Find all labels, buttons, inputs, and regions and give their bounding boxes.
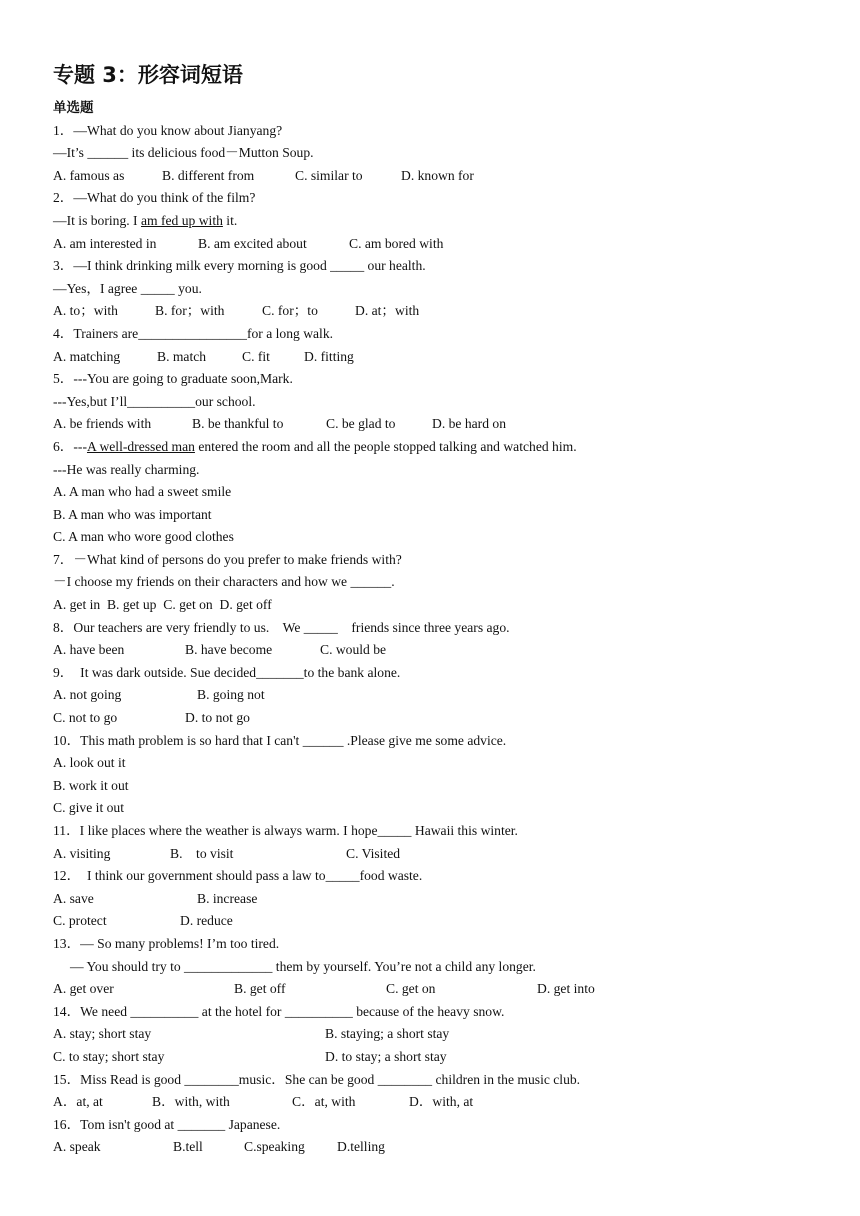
option-d: D. to stay; a short stay xyxy=(325,1048,447,1064)
option-b: B. get off xyxy=(234,981,286,997)
option-b: B. staying; a short stay xyxy=(325,1026,450,1042)
option-c: C. Visited xyxy=(346,845,401,861)
question-12-options-row2 xyxy=(53,910,833,933)
option-d: D. fitting xyxy=(304,348,354,364)
option-c: C.speaking xyxy=(244,1139,305,1155)
option-d: D. get into xyxy=(537,981,595,997)
question-13-stem: 13．— So many problems! I’m too tired. xyxy=(53,935,280,951)
question-2-options xyxy=(53,233,833,256)
question-9-stem: 9． It was dark outside. Sue decided_______to the bank alone. xyxy=(53,664,401,680)
section-heading: 单选题 xyxy=(53,100,94,116)
option-d: D. known for xyxy=(401,167,474,183)
option-a: A. famous as xyxy=(53,167,125,183)
question-3-line2: —Yes，I agree _____ you. xyxy=(53,280,202,296)
question-13-line2: — You should try to _____________ them by yourself. You’re not a child any longer. xyxy=(53,958,536,974)
option-a: A. matching xyxy=(53,348,121,364)
option-c: C. fit xyxy=(242,348,270,364)
question-11-stem: 11．I like places where the weather is always warm. I hope_____ Hawaii this winter. xyxy=(53,823,518,838)
question-10-option-b: B. work it out xyxy=(53,777,129,793)
question-8-stem: 8．Our teachers are very friendly to us. We _____ friends since three years ago. xyxy=(53,619,510,635)
option-a: A. speak xyxy=(53,1139,101,1155)
question-4-stem: 4．Trainers are________________for a long walk. xyxy=(53,325,334,341)
question-6-stem xyxy=(53,436,833,459)
option-b: B. be thankful to xyxy=(192,416,284,432)
underlined-phrase: am fed up with xyxy=(140,212,223,228)
option-a: A. get over xyxy=(53,981,114,997)
option-c: C. not to go xyxy=(53,710,118,726)
question-11-options xyxy=(53,843,833,866)
question-10-option-c: C. give it out xyxy=(53,800,124,816)
question-2-line2 xyxy=(53,210,833,233)
page-title: 专题 3：形容词短语 xyxy=(53,63,243,87)
question-9-options-row1 xyxy=(53,684,833,707)
question-6-option-c: C. A man who wore good clothes xyxy=(53,529,234,545)
option-a: A．at, at xyxy=(53,1094,103,1110)
option-a: A. visiting xyxy=(53,845,111,861)
question-15-stem: 15．Miss Read is good ________music．She can be good ________ children in the music club. xyxy=(53,1071,581,1087)
option-a: A. save xyxy=(53,890,94,906)
question-10-option-a: A. look out it xyxy=(53,755,126,771)
question-2-stem: 2．—What do you think of the film? xyxy=(53,190,256,206)
question-3-stem: 3．—I think drinking milk every morning is good _____ our health. xyxy=(53,258,426,274)
question-1-stem: 1．—What do you know about Jianyang? xyxy=(53,122,283,138)
question-14-options-row1 xyxy=(53,1023,833,1046)
question-14-options-row2 xyxy=(53,1046,833,1069)
question-7-options: A. get in B. get up C. get on D. get off xyxy=(53,597,272,613)
option-b: B. going not xyxy=(197,687,265,703)
question-16-options xyxy=(53,1136,833,1159)
question-5-options xyxy=(53,413,833,436)
question-6-option-b: B. A man who was important xyxy=(53,506,212,522)
option-b: B. to visit xyxy=(170,845,234,861)
text-segment: 6．--- xyxy=(53,438,87,454)
question-8-options xyxy=(53,639,833,662)
option-a: A. be friends with xyxy=(53,416,152,432)
option-b: B．with, with xyxy=(152,1094,230,1110)
underlined-phrase: A well-dressed man xyxy=(86,438,195,454)
question-3-options xyxy=(53,300,833,323)
option-d: D. be hard on xyxy=(432,416,506,432)
question-1-line2: —It’s ______ its delicious food－Mutton Soup. xyxy=(53,145,314,161)
option-a: A. stay; short stay xyxy=(53,1026,152,1042)
question-12-options-row1 xyxy=(53,888,833,911)
question-7-stem: 7．－What kind of persons do you prefer to make friends with? xyxy=(53,551,402,567)
text-segment: it. xyxy=(222,212,238,228)
question-9-options-row2 xyxy=(53,707,833,730)
option-b: B.tell xyxy=(173,1139,203,1155)
option-b: B. for；with xyxy=(155,303,225,319)
option-d: D．with, at xyxy=(409,1094,474,1110)
question-6-option-a: A. A man who had a sweet smile xyxy=(53,484,232,500)
option-c: C. would be xyxy=(320,642,387,658)
option-c: C. am bored with xyxy=(349,235,444,251)
option-b: B. match xyxy=(157,348,207,364)
question-14-stem: 14．We need __________ at the hotel for __________ because of the heavy snow. xyxy=(53,1003,505,1019)
question-6-line2: ---He was really charming. xyxy=(53,461,200,477)
option-a: A. not going xyxy=(53,687,122,703)
question-15-options xyxy=(53,1091,833,1114)
option-c: C. similar to xyxy=(295,167,363,183)
text-segment: —It is boring. I xyxy=(53,212,141,228)
option-d: D. to not go xyxy=(185,710,250,726)
option-c: C. protect xyxy=(53,913,107,929)
worksheet xyxy=(53,58,833,1159)
option-b: B. different from xyxy=(162,167,255,183)
option-a: A. have been xyxy=(53,642,125,658)
question-5-stem: 5．---You are going to graduate soon,Mark. xyxy=(53,371,293,387)
option-d: D. at；with xyxy=(355,303,420,319)
option-b: B. increase xyxy=(197,890,258,906)
option-c: C. be glad to xyxy=(326,416,396,432)
question-13-options xyxy=(53,978,833,1001)
option-b: B. am excited about xyxy=(198,235,307,251)
text-segment: entered the room and all the people stopped talking and watched him. xyxy=(194,438,577,454)
option-d: D.telling xyxy=(337,1139,385,1155)
option-a: A. to；with xyxy=(53,303,118,319)
option-d: D. reduce xyxy=(180,913,233,929)
option-a: A. am interested in xyxy=(53,235,157,251)
question-12-stem: 12． I think our government should pass a law to_____food waste. xyxy=(53,868,423,884)
option-b: B. have become xyxy=(185,642,273,658)
question-16-stem: 16．Tom isn't good at _______ Japanese. xyxy=(53,1116,281,1132)
option-c: C．at, with xyxy=(292,1094,356,1110)
option-c: C. for；to xyxy=(262,303,318,319)
question-1-options xyxy=(53,165,833,188)
option-c: C. get on xyxy=(386,981,436,997)
question-4-options xyxy=(53,346,833,369)
question-5-line2: ---Yes,but I’ll__________our school. xyxy=(53,393,256,409)
question-10-stem: 10．This math problem is so hard that I can't ______ .Please give me some advice. xyxy=(53,732,507,748)
option-c: C. to stay; short stay xyxy=(53,1048,165,1064)
question-7-line2: －I choose my friends on their characters and how we ______. xyxy=(53,574,395,590)
